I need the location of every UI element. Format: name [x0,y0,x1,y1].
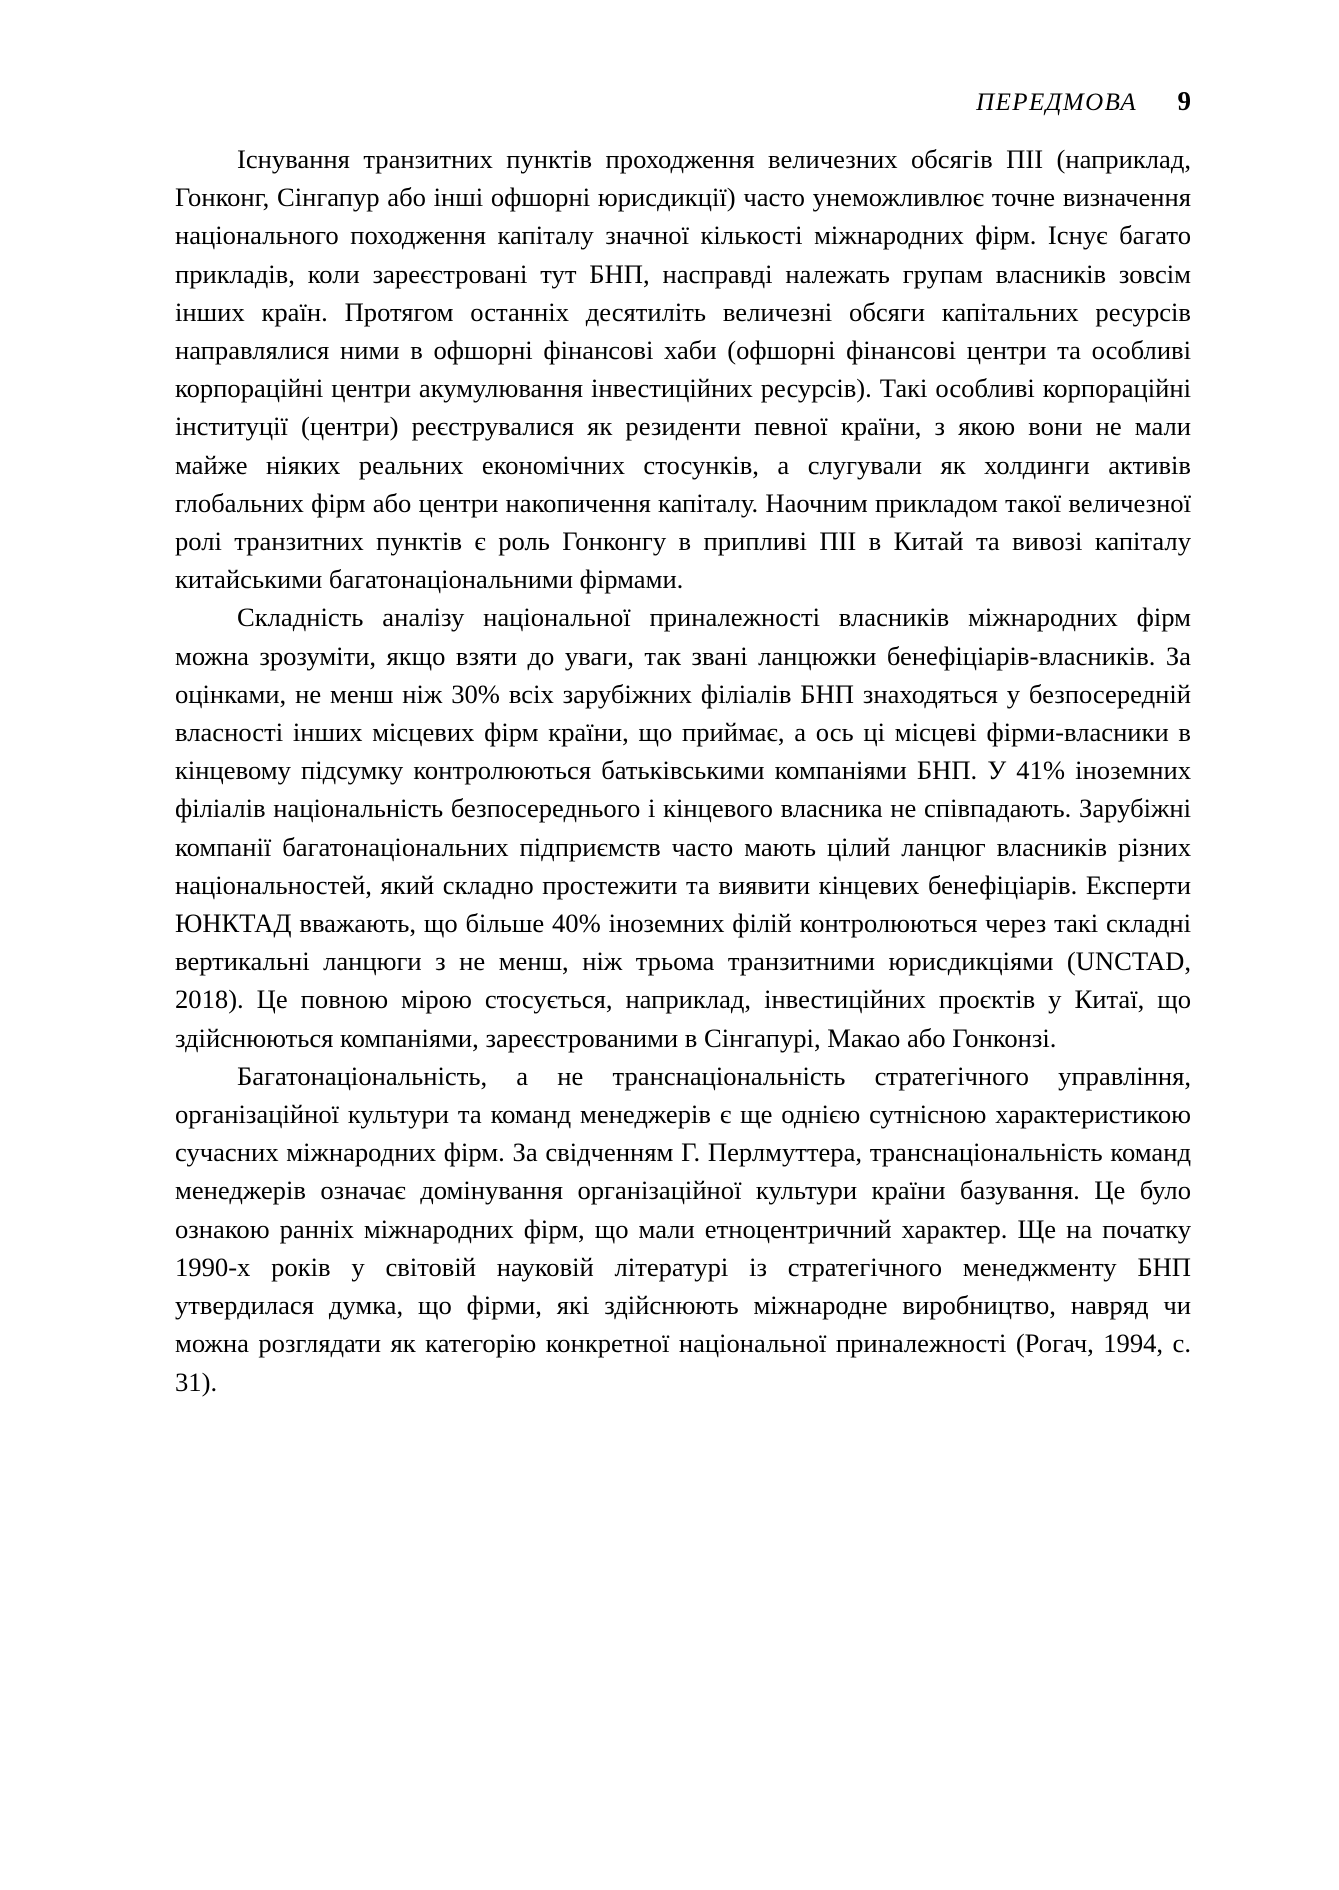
running-head-title: ПЕРЕДМОВА [976,89,1137,116]
paragraph: Багатонаціональність, а не транснаціональність стратегічного управління, організаційної культури та команд менеджерів є ще однією сутнісною характеристикою сучасних міжнародних фірм. За свідченням Г. Перлмуттера, транснаціональність команд менеджерів означає домінування організаційної культури країни базування. Це було ознакою ранніх міжнародних фірм, що мали етноцентричний характер. Ще на початку 1990-х років у світовій науковій літературі із стратегічного менеджменту БНП утвердилася думка, що фірми, які здійснюють міжнародне виробництво, навряд чи можна розглядати як категорію конкретної національної приналежності (Рогач, 1994, с. 31). [175,1060,1191,1397]
running-head [175,86,1191,117]
paragraph: Складність аналізу національної приналежності власників міжнародних фірм можна зрозуміти, якщо взяти до уваги, так звані ланцюжки бенефіціарів-власників. За оцінками, не менш ніж 30% всіх зарубіжних філіалів БНП знаходяться у безпосередній власності інших місцевих фірм країни, що приймає, а ось ці місцеві фірми-власники в кінцевому підсумку контролюються батьківськими компаніями БНП. У 41% іноземних філіалів національність безпосереднього і кінцевого власника не співпадають. Зарубіжні компанії багатонаціональних підприємств часто мають цілий ланцюг власників різних національностей, який складно простежити та виявити кінцевих бенефіціарів. Експерти ЮНКТАД вважають, що більше 40% іноземних філій контролюються через такі складні вертикальні ланцюги з не менш, ніж трьома транзитними юрисдикціями (UNCTAD, 2018). Це повною мірою стосується, наприклад, інвестиційних проєктів у Китаї, що здійснюються компаніями, зареєстрованими в Сінгапурі, Макао або Гонконзі. [175,602,1191,1053]
paragraph: Існування транзитних пунктів проходження величезних обсягів ПІІ (наприклад, Гонконг, Сінгапур або інші офшорні юрисдикції) часто унеможливлює точне визначення національного походження капіталу значної кількості міжнародних фірм. Існує багато прикладів, коли зареєстровані тут БНП, насправді належать групам власників зовсім інших країн. Протягом останніх десятиліть величезні обсяги капітальних ресурсів направлялися ними в офшорні фінансові хаби (офшорні фінансові центри та особливі корпораційні центри акумулювання інвестиційних ресурсів). Такі особливі корпораційні інституції (центри) реєструвалися як резиденти певної країни, з якою вони не мали майже ніяких реальних економічних стосунків, а слугували як холдинги активів глобальних фірм або центри накопичення капіталу. Наочним прикладом такої величезної ролі транзитних пунктів є роль Гонконгу в припливі ПІІ в Китай та вивозі капіталу китайськими багатонаціональними фірмами. [175,144,1191,595]
body-text-block [175,140,1191,1401]
page-number: 9 [1177,86,1191,116]
